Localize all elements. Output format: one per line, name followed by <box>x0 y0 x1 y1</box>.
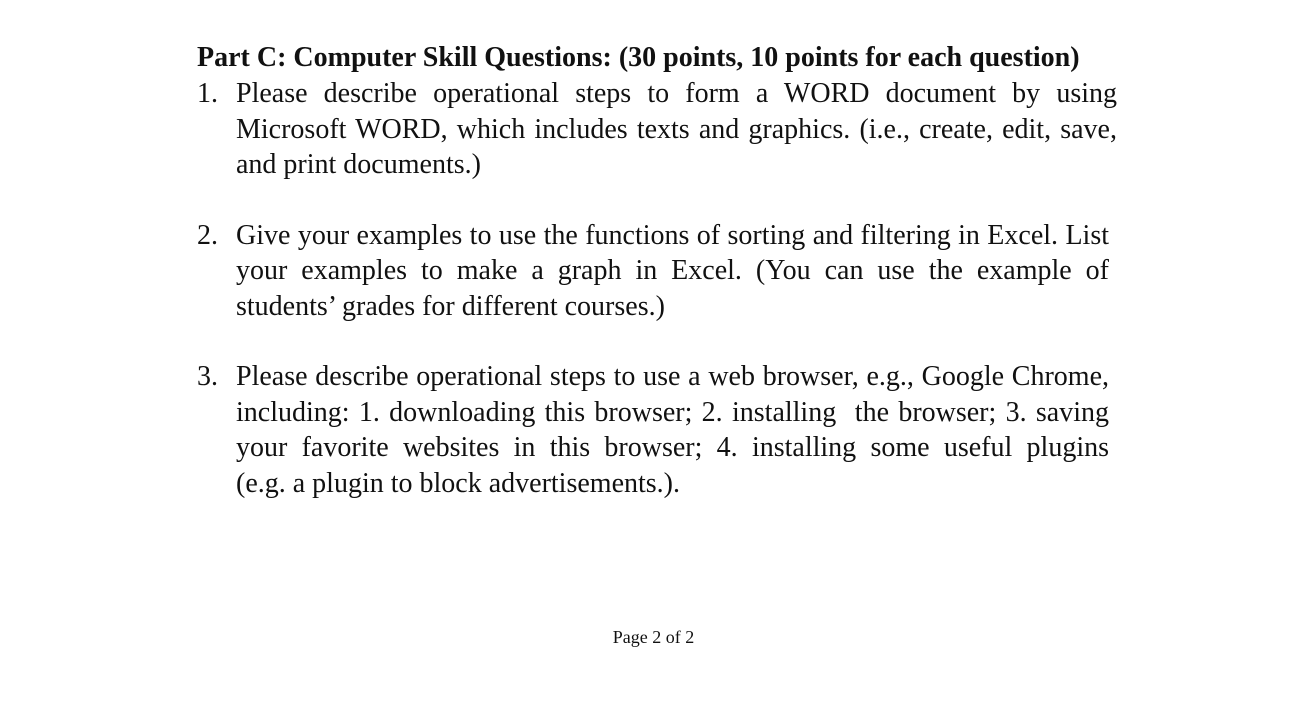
question-text: Please describe operational steps to use a web browser, e.g., Google Chrome, including: 1. downloading this browser; 2. installing the browser; 3. saving your favorite websites in this browser; 4. installing some useful plugins (e.g. a plugin to block advertisements.). <box>236 361 1137 499</box>
question-text: Please describe operational steps to form a WORD document by using Microsoft WORD, which includes texts and graphics. (i.e., create, edit, save, and print documents.) <box>236 78 1117 180</box>
document-body <box>197 40 1137 536</box>
section-heading: Part C: Computer Skill Questions: (30 points, 10 points for each question) <box>197 42 1080 73</box>
question-number: 3. <box>197 361 218 392</box>
question-item-1 <box>197 76 1117 183</box>
question-number: 2. <box>197 219 218 251</box>
page-number: Page 2 of 2 <box>612 627 695 647</box>
question-item-2 <box>197 218 1109 325</box>
question-list <box>197 76 1137 501</box>
question-number: 1. <box>197 78 218 109</box>
question-item-3 <box>197 359 1137 501</box>
question-text: Give your examples to use the functions of sorting and filtering in Excel. List your examples to make a graph in Excel. (You can use the example of students’ grades for different courses.) <box>236 219 1109 322</box>
